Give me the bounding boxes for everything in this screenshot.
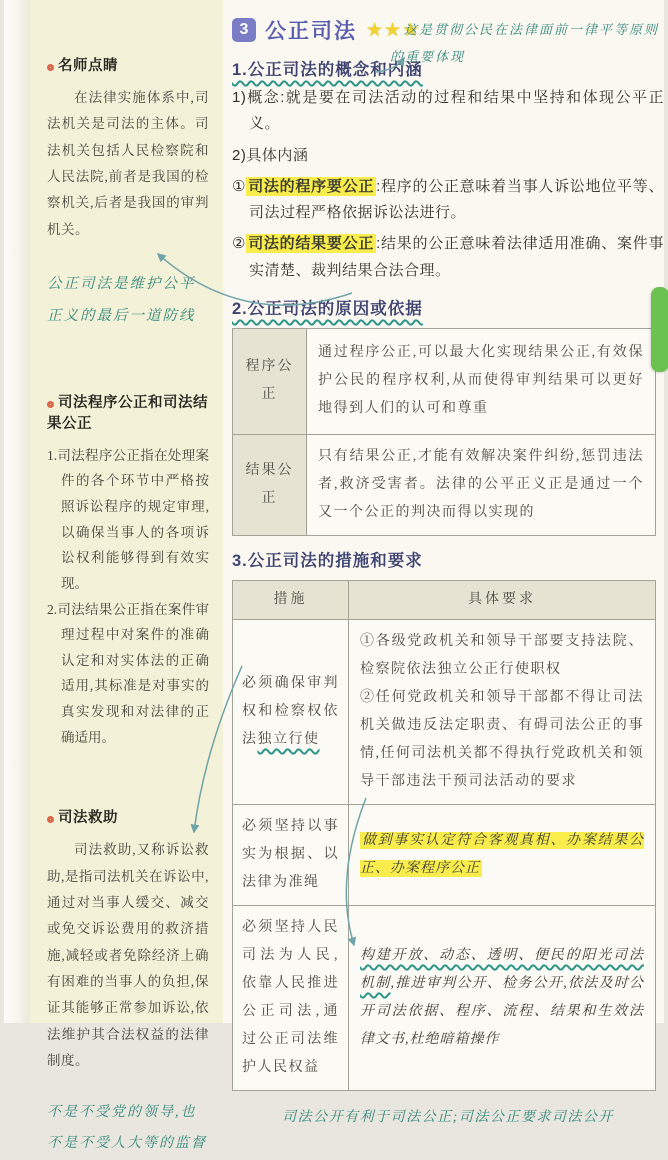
ring-bullet-icon — [47, 64, 54, 71]
handwritten-margin-note-2: 不是不受党的领导,也不是不受人大等的监督 — [47, 1105, 207, 1152]
table2-measure-facts-law: 必须坚持以事实为根据、以法律为准绳 — [233, 804, 349, 905]
heading-measures-requirements: 3.公正司法的措施和要求 — [232, 551, 423, 570]
ring-bullet-icon — [47, 816, 54, 823]
requirement-item-2: ②任何党政机关和领导干部都不得让司法机关做违反法定职责、有碍司法公正的事情,任何司法机关都不得执行党政机关和领导干部违法干预司法活动的要求 — [360, 689, 644, 789]
sidebar-section-procedure-result — [47, 393, 209, 751]
section-number-badge: 3 — [232, 18, 256, 42]
sidebar-heading-text: 司法程序公正和司法结果公正 — [47, 394, 208, 432]
table1-text-result: 只有结果公正,才能有效解决案件纠纷,惩罚违法者,救济受害者。法律的公平正义正是通过一个又一个公正的判决而得以实现的 — [307, 434, 656, 535]
green-edge-tab — [651, 287, 668, 372]
judicial-aid-body: 司法救助,又称诉讼救助,是指司法机关在诉讼中,通过对当事人缓交、减交或免交诉讼费用的救济措施,减轻或者免除经济上确有困难的当事人的负担,保证其能够正常参加诉讼,依法维护其合法权益的法律制度。 — [47, 842, 209, 1068]
wavy-underlined-text: 构建开放、动态、透明、便民的阳光司法机制 — [360, 947, 644, 991]
importance-stars-icon: ★★★ — [366, 19, 421, 41]
table2-req-facts-law — [349, 804, 656, 905]
top-annotation-line2: 的重要体现 — [390, 48, 466, 64]
sidebar-heading-teacher-tips — [47, 56, 209, 77]
table1-label-procedure: 程序公正 — [233, 328, 307, 434]
teacher-tips-body: 在法律实施体系中,司法机关是司法的主体。司法机关包括人民检察院和人民法院,前者是我国的检察机关,后者是我国的审判机关。 — [47, 90, 209, 237]
table-row — [233, 905, 656, 1090]
requirement-item-1: ①各级党政机关和领导干部要支持法院、检察院依法独立公正行使职权 — [360, 633, 644, 677]
sidebar-section-teacher-tips — [47, 56, 209, 243]
textbook-page — [4, 0, 664, 1152]
heading-reason-basis: 2.公正司法的原因或依据 — [232, 299, 423, 318]
sidebar-notes-column — [30, 0, 223, 1152]
sidebar-heading-text: 名师点睛 — [58, 58, 118, 74]
sidebar-heading-judicial-aid — [47, 808, 209, 829]
table1-label-result: 结果公正 — [233, 434, 307, 535]
page-title: 公正司法 — [265, 20, 357, 43]
paragraph-result-fair: ② 司法的结果要公正 :结果的公正意味着法律适用准确、案件事实清楚、裁判结果合法合理。 — [232, 235, 664, 279]
table2-header-requirement: 具体要求 — [349, 580, 656, 619]
sidebar-section-judicial-aid — [47, 808, 209, 1074]
handwritten-margin-note-1: 公正司法是维护公平正义的最后一道防线 — [47, 275, 196, 324]
reason-basis-table — [232, 328, 656, 536]
table2-req-independent — [349, 619, 656, 804]
table2-req-people-justice: 构建开放、动态、透明、便民的阳光司法机制,推进审判公开、检务公开,依法及时公开司法依据、程序、流程、结果和生效法律文书,杜绝暗箱操作 — [349, 905, 656, 1090]
paragraph-content-label: 2)具体内涵 — [232, 146, 309, 164]
table-row — [233, 434, 656, 535]
table1-text-procedure: 通过程序公正,可以最大化实现结果公正,有效保护公民的程序权利,从而使得审判结果可以更好地得到人们的认可和尊重 — [307, 328, 656, 434]
page-edge-gradient — [4, 0, 30, 1023]
highlight-procedure-fair: 司法的程序要公正 — [248, 177, 375, 195]
wavy-underlined-text: 独立行使 — [257, 731, 320, 747]
sidebar-list-item-1: 1.司法程序公正指在处理案件的各个环节中严格按照诉讼程序的规定审理,以确保当事人的各项诉讼权利能够得到有效实现。 — [47, 447, 209, 591]
sidebar-heading-procedure-result — [47, 393, 209, 435]
table-row — [233, 619, 656, 804]
paragraph-procedure-fair: ① 司法的程序要公正 :程序的公正意味着当事人诉讼地位平等、司法过程严格依据诉讼法进行。 — [232, 177, 664, 221]
table-row — [233, 804, 656, 905]
ring-bullet-icon — [47, 401, 54, 408]
table2-measure-independent: 必须确保审判权和检察权依法独立行使 — [233, 619, 349, 804]
sidebar-heading-text: 司法救助 — [58, 810, 118, 827]
main-content-column — [232, 0, 664, 1125]
table-row — [233, 328, 656, 434]
top-annotation-line1: 这是贯彻公民在法律面前一律平等原则 — [404, 22, 660, 37]
highlighted-handwritten-requirement: 做到事实认定符合客观真相、办案结果公正、办案程序公正 — [360, 832, 644, 876]
heading-concept-connotation: 1.公正司法的概念和内涵 — [232, 61, 423, 79]
handwritten-bottom-annotation: 司法公开有利于司法公正;司法公正要求司法公开 — [282, 1109, 614, 1125]
table2-header-measure: 措施 — [233, 580, 349, 619]
table-header-row — [233, 580, 656, 619]
sidebar-list-item-2: 2.司法结果公正指在案件审理过程中对案件的准确认定和对实体法的正确适用,其标准是对事实的真实发现和对法律的正确适用。 — [47, 601, 209, 745]
handwritten-top-annotation — [390, 20, 660, 68]
paragraph-concept: 1)概念:就是要在司法活动的过程和结果中坚持和体现公平正义。 — [232, 89, 664, 133]
table2-measure-people-justice: 必须坚持人民司法为人民,依靠人民推进公正司法,通过公正司法维护人民权益 — [233, 905, 349, 1090]
measures-requirements-table — [232, 580, 656, 1091]
highlight-result-fair: 司法的结果要公正 — [248, 235, 375, 253]
